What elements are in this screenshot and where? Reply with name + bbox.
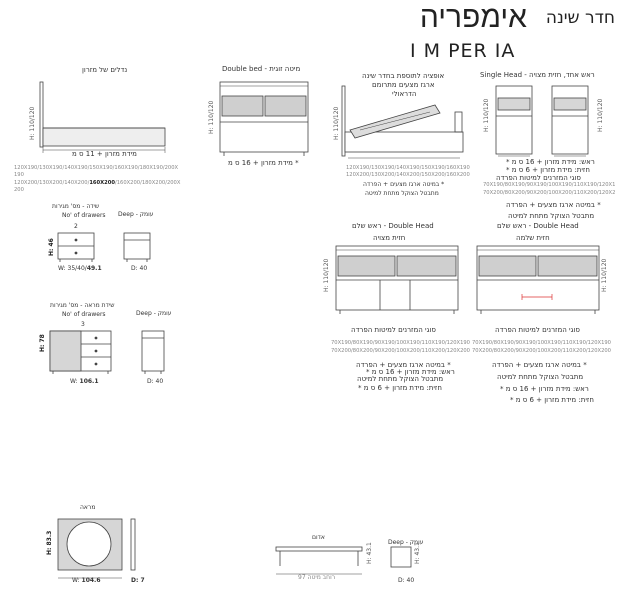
double-head-full-note-3: ראש: מידת מזרון + 16 ס מ * (500, 385, 589, 393)
single-head-sizes-2: 70X200/80X200/90X200/100X200/110X200/120X2 (483, 190, 616, 196)
double-head-full-title-2: חזית שלמה (516, 234, 550, 242)
double-head-front-sizes-2: 70X200/80X200/90X200/100X200/110X200/120X200 (331, 348, 470, 354)
double-head-full-note-2: מתבטל הצוקל מתחת למיטה (497, 373, 584, 381)
mirror-title: מראה (80, 504, 96, 511)
single-head-dim-front: חזית: מידת מזרון + 6 ס מ * (506, 166, 590, 174)
single-head-sizes-1: 70X190/80X190/90X190/100X190/110X190/120X1 (483, 182, 616, 188)
single-head-note-2: מתבטל הצוקל מתחת למיטה (508, 212, 595, 220)
nightstand-subtitle: No' of drawers (62, 212, 106, 219)
storage-sizes-1: 120X190/130X190/140X190/150X190/160X190 (346, 165, 470, 171)
storage-sizes-2: 120X200/130X200/140X200/150X200/160X200 (346, 172, 470, 178)
dresser-subtitle: No' of drawers (62, 311, 106, 318)
dresser-drawers: 3 (81, 321, 85, 328)
single-head-note-1: * במיטה ארגז מצעים + הפרדה (506, 201, 601, 209)
bed-frame-sizes-2a: 120X200/130X200/140X200/ (14, 180, 90, 186)
double-head-full-height: H: 110/120 (601, 258, 608, 292)
nightstand-width-base: W: 35/40/ (58, 265, 87, 272)
bed-frame-sizes-2c: 200 (14, 187, 24, 193)
double-head-full-note-4: חזית: מידת מזרון + 6 ס מ * (510, 396, 594, 404)
nightstand-depth-title: Deep - עומק (118, 211, 154, 218)
double-head-full-sizes-2: 70X200/80X200/90X200/100X200/110X200/120X200 (472, 348, 611, 354)
single-head-height-left: H: 110/120 (483, 98, 490, 132)
storage-title-3: הדראולי (392, 90, 417, 98)
dresser-width-base: W: (70, 378, 80, 385)
page-title-hebrew: אימפריה (419, 0, 527, 35)
double-head-front-title-2: חזית מצויה (373, 234, 406, 242)
nightstand-drawers: 2 (74, 223, 78, 230)
bench-depth-title: Deep - עומק (388, 539, 424, 546)
bed-frame-height: H: 110/120 (29, 106, 36, 140)
bench-height: H: 43.1 (366, 542, 373, 564)
double-head-full-title-1: ראש שלם - Double Head (497, 222, 579, 230)
storage-note-2: מתבטל הצוקל מתחת למיטה (365, 190, 439, 197)
double-head-front-note-4: חזית: מידת מזרון + 6 ס מ * (358, 384, 442, 392)
dresser-title: שידת מראה - מס' מגירות (50, 302, 115, 309)
double-head-front-note-2: ראש: מידת מזרון + 16 ס מ * (366, 368, 455, 376)
page-subtitle-hebrew: חדר שינה (545, 8, 615, 28)
dresser-depth: D: 40 (147, 378, 164, 385)
double-head-front-note-1: * במיטה ארגז מצעים + הפרדה (356, 361, 451, 369)
double-head-front-variants-title: סוגי המזרנים למיטות הפרדה (351, 326, 436, 334)
mirror-height-value: H: 83.3 (46, 530, 53, 555)
double-bed-dim-note: * מידת מזרון + 16 ס מ (228, 159, 299, 167)
double-bed-title: Double bed - מיטה זוגית (222, 65, 301, 73)
storage-note-1: * במיטה ארגז מצעים + הפרדה (363, 181, 445, 188)
dresser-width-bold: 106.1 (79, 378, 99, 385)
bed-frame-title: נדלים של מזרון (82, 66, 128, 74)
double-head-front-sizes-1: 70X190/80X190/90X190/100X190/110X190/120X190 (331, 340, 470, 346)
double-head-full-sizes-1: 70X190/80X190/90X190/100X190/110X190/120X190 (472, 340, 611, 346)
dresser-depth-title: Deep - עומק (136, 310, 172, 317)
double-head-full-variants-title: סוגי המזרנים למיטות הפרדה (495, 326, 580, 334)
bench-width-note: רוחב מיטה 97 (298, 574, 336, 581)
storage-title-2: ארגז מצעים מתרומם (372, 81, 435, 89)
single-head-height-right: H: 110/120 (597, 98, 604, 132)
double-head-front-height: H: 110/120 (323, 258, 330, 292)
double-head-front-title-1: ראש שלם - Double Head (352, 222, 434, 230)
storage-title-1: אופציה לתוספת בחדר שינה (362, 72, 445, 80)
bed-frame-sizes-1b: 190 (14, 172, 24, 178)
double-bed-height: H: 110/120 (208, 100, 215, 134)
single-head-title: Single Head - ראש אחד, חזית מצויה (480, 71, 595, 79)
single-head-dim-head: ראש: מידת מזרון + 16 ס מ * (506, 158, 595, 166)
single-head-variants-title: סוגי המזרנים למיטות הפרדה (496, 174, 581, 182)
mirror-width-bold: 104.6 (81, 577, 101, 584)
bench-depth: D: 40 (398, 577, 415, 584)
nightstand-height-value: H: 46 (48, 238, 55, 256)
bench-depth-height: H: 43.1 (414, 542, 421, 564)
mirror-depth-value: D: 7 (131, 577, 145, 584)
bed-frame-sizes-2b: /160X200/180X200/200X (114, 180, 181, 186)
double-head-front-note-3: מתבטל הצוקל מתחת למיטה (357, 375, 444, 383)
mirror-width-base: W: (72, 577, 82, 584)
bench-title: אדום (312, 534, 325, 541)
double-head-full-note-1: * במיטה ארגז מצעים + הפרדה (492, 361, 587, 369)
bed-frame-sizes-2-bold: 160X200 (89, 180, 115, 186)
page-title-latin: I M PER IA (410, 40, 516, 62)
dresser-height-value: H: 78 (39, 334, 46, 352)
storage-height: H: 110/120 (333, 106, 340, 140)
bed-frame-dim-note: מידת מזרון + 11 ס מ (72, 150, 137, 158)
nightstand-width-bold: 49.1 (86, 265, 102, 272)
nightstand-title: שידה - מס' מגירות (52, 203, 100, 210)
bed-frame-sizes-1: 120X190/130X190/140X190/150X190/160X190/180X190/200X (14, 165, 179, 171)
nightstand-depth: D: 40 (131, 265, 148, 272)
